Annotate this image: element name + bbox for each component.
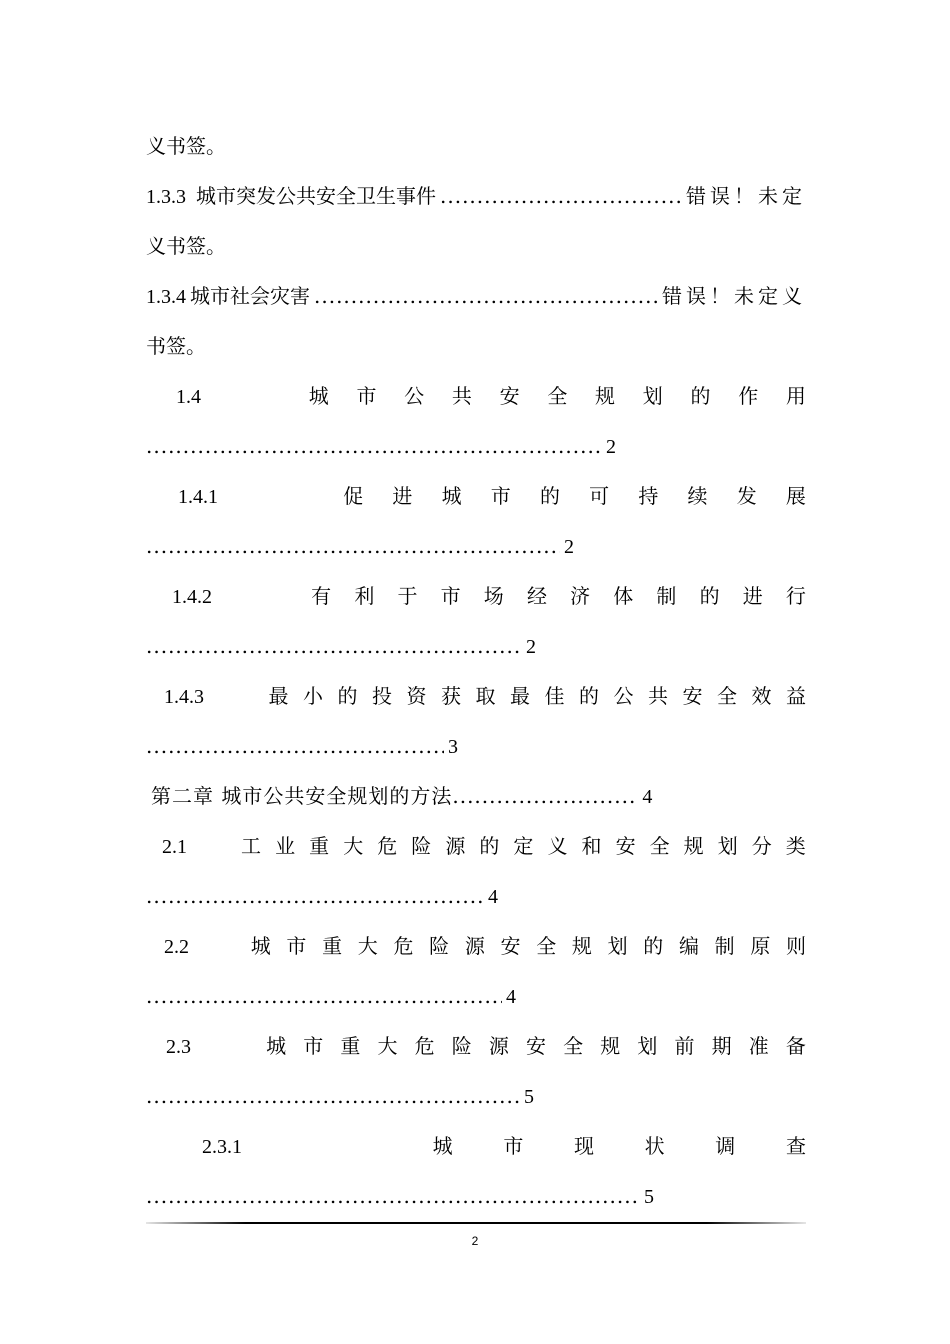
toc-entry-1-3-4[interactable] <box>146 281 806 311</box>
toc-title-char: 查 <box>785 1134 806 1158</box>
toc-leader-line[interactable] <box>146 1081 806 1111</box>
toc-title-char: 持 <box>638 484 659 508</box>
toc-title-char: 的 <box>643 934 664 958</box>
toc-page-number: 5 <box>644 1186 654 1208</box>
toc-entry-1-4-3[interactable] <box>146 681 806 711</box>
toc-title-char: 安 <box>526 1034 546 1058</box>
toc-number: 1.4 <box>176 386 201 408</box>
toc-title-char: 有 <box>311 584 332 608</box>
toc-title-char: 市 <box>356 384 377 408</box>
toc-entry-2-1[interactable] <box>146 831 806 861</box>
toc-entry-1-4[interactable] <box>146 381 806 411</box>
toc-title: 城市突发公共安全卫生事件 <box>196 184 436 208</box>
toc-number: 2.2 <box>164 936 189 958</box>
toc-number: 2.3.1 <box>202 1136 242 1158</box>
toc-title-char: 城 <box>266 1034 287 1058</box>
toc-leader <box>146 1181 640 1211</box>
toc-title-char: 重 <box>340 1034 361 1058</box>
toc-title-char: 续 <box>687 484 708 508</box>
toc-text: 义书签。 <box>146 234 226 258</box>
toc-title-char: 安 <box>682 684 703 708</box>
toc-title-char: 公 <box>613 684 634 708</box>
toc-leader <box>314 281 658 311</box>
toc-title-char: 资 <box>406 684 427 708</box>
toc-title-char: 类 <box>785 834 806 858</box>
toc-leader-line[interactable] <box>146 731 806 761</box>
toc-title-char: 行 <box>785 584 806 608</box>
toc-title-char: 则 <box>786 934 806 958</box>
toc-title-char: 调 <box>715 1134 736 1158</box>
toc-title-char: 业 <box>275 834 296 858</box>
toc-title-char: 划 <box>642 384 663 408</box>
toc-entry-1-4-1[interactable] <box>146 481 806 511</box>
toc-title-char: 编 <box>678 934 699 958</box>
toc-leader <box>146 431 602 461</box>
toc-title-char: 作 <box>738 384 759 408</box>
toc-leader <box>146 881 484 911</box>
toc-page-number: 2 <box>564 536 574 558</box>
toc-title-char: 状 <box>644 1134 665 1158</box>
toc-title-char: 大 <box>377 1034 398 1058</box>
toc-title-char: 市 <box>440 584 461 608</box>
toc-title-char: 险 <box>429 934 450 958</box>
toc-title-char: 规 <box>600 1034 621 1058</box>
toc-title-char: 期 <box>711 1034 732 1058</box>
toc-leader-line[interactable] <box>146 881 806 911</box>
toc-number: 1.3.4 <box>146 286 186 308</box>
toc-title-char: 城 <box>250 934 271 958</box>
toc-title-char: 工 <box>241 834 262 858</box>
toc-title-char: 益 <box>786 684 806 708</box>
toc-title-char: 安 <box>499 384 520 408</box>
toc-title-char: 效 <box>751 684 772 708</box>
toc-title-char: 备 <box>785 1034 806 1058</box>
toc-title-char: 于 <box>397 584 418 608</box>
toc-title-char: 划 <box>717 834 738 858</box>
toc-continuation <box>146 331 806 361</box>
footer-page-number: 2 <box>471 1234 479 1248</box>
toc-title-char: 安 <box>500 934 521 958</box>
toc-title-char: 现 <box>573 1134 594 1158</box>
toc-title-char: 促 <box>343 484 364 508</box>
toc-title-char: 和 <box>581 834 602 858</box>
footer-divider <box>146 1222 806 1224</box>
toc-title-char: 市 <box>503 1134 524 1158</box>
toc-error-text: 错误！未定义 <box>662 284 806 308</box>
toc-title-char: 获 <box>441 684 461 708</box>
toc-leader <box>146 731 444 761</box>
toc-title-char: 共 <box>648 684 668 708</box>
toc-entry-1-3-3[interactable] <box>146 181 806 211</box>
toc-page-number: 4 <box>642 786 653 808</box>
toc-title-char: 市 <box>303 1034 324 1058</box>
toc-title-char: 全 <box>536 934 557 958</box>
toc-title-char: 规 <box>595 384 616 408</box>
toc-entry-1-4-2[interactable] <box>146 581 806 611</box>
toc-title-char: 原 <box>750 934 771 958</box>
toc-leader-line[interactable] <box>146 981 806 1011</box>
toc-title-char: 定 <box>513 834 534 858</box>
toc-number: 2.1 <box>162 836 187 858</box>
toc-title-char: 准 <box>748 1034 769 1058</box>
toc-leader <box>452 781 638 811</box>
toc-title-char: 源 <box>488 1034 509 1058</box>
toc-title-char: 市 <box>286 934 307 958</box>
toc-title-char: 全 <box>717 684 737 708</box>
toc-title-char: 源 <box>445 834 466 858</box>
toc-title-char: 共 <box>451 384 472 408</box>
toc-chapter-title: 第二章 城市公共安全规划的方法 <box>151 784 453 808</box>
toc-page-number: 4 <box>506 986 516 1008</box>
toc-number: 1.4.2 <box>172 586 212 608</box>
toc-text: 书签。 <box>146 334 206 358</box>
toc-title-char: 的 <box>579 684 599 708</box>
toc-title-char: 义 <box>547 834 568 858</box>
toc-title-char: 城 <box>432 1134 453 1158</box>
toc-text: 义书签。 <box>146 134 226 158</box>
toc-title: 城市社会灾害 <box>190 284 310 308</box>
toc-title-char: 体 <box>613 584 634 608</box>
toc-title-char: 制 <box>656 584 677 608</box>
toc-leader <box>146 531 560 561</box>
toc-title-char: 危 <box>377 834 398 858</box>
toc-title-char: 城 <box>308 384 329 408</box>
toc-leader-line[interactable] <box>146 631 806 661</box>
toc-title-char: 进 <box>392 484 413 508</box>
toc-title-char: 利 <box>354 584 375 608</box>
toc-title-char: 安 <box>615 834 636 858</box>
toc-title-char: 全 <box>547 384 568 408</box>
toc-title-char: 源 <box>464 934 485 958</box>
toc-error-text: 错误！未定 <box>686 184 806 208</box>
toc-title-char: 场 <box>483 584 504 608</box>
toc-title-char: 的 <box>337 684 358 708</box>
toc-leader-line[interactable] <box>146 431 806 461</box>
toc-title-char: 重 <box>322 934 343 958</box>
toc-title-char: 的 <box>539 484 560 508</box>
toc-leader <box>146 1081 520 1111</box>
toc-title-char: 经 <box>526 584 547 608</box>
toc-title-char: 危 <box>393 934 414 958</box>
toc-number: 1.4.1 <box>178 486 218 508</box>
toc-title-char: 取 <box>475 684 496 708</box>
toc-leader <box>146 631 522 661</box>
toc-title-char: 大 <box>343 834 364 858</box>
toc-title-char: 市 <box>490 484 511 508</box>
toc-page-number: 3 <box>448 736 458 758</box>
toc-title-char: 投 <box>372 684 392 708</box>
toc-number: 2.3 <box>166 1036 191 1058</box>
toc-number: 1.3.3 <box>146 186 186 208</box>
toc-title-char: 小 <box>303 684 323 708</box>
toc-title-char: 规 <box>683 834 704 858</box>
toc-title-char: 划 <box>607 934 628 958</box>
toc-title-char: 佳 <box>544 684 565 708</box>
toc-title-char: 大 <box>357 934 378 958</box>
toc-title-char: 险 <box>451 1034 472 1058</box>
toc-leader-line[interactable] <box>146 531 806 561</box>
toc-chapter-2[interactable] <box>151 781 811 811</box>
toc-title-char: 划 <box>637 1034 658 1058</box>
toc-page-number: 2 <box>606 436 616 458</box>
toc-title-char: 公 <box>404 384 425 408</box>
toc-title-char: 的 <box>690 384 711 408</box>
toc-title-char: 全 <box>563 1034 584 1058</box>
toc-continuation <box>146 231 806 261</box>
toc-title-char: 制 <box>714 934 735 958</box>
toc-title-char: 进 <box>742 584 763 608</box>
toc-title-char: 可 <box>589 484 610 508</box>
toc-title-char: 最 <box>268 684 289 708</box>
toc-page-number: 4 <box>488 886 498 908</box>
toc-title-char: 城 <box>441 484 462 508</box>
toc-continuation <box>146 131 806 161</box>
toc-title-char: 的 <box>479 834 500 858</box>
toc-title-char: 济 <box>570 584 591 608</box>
toc-page-number: 5 <box>524 1086 534 1108</box>
toc-title-char: 前 <box>674 1034 695 1058</box>
toc-title-char: 危 <box>414 1034 435 1058</box>
toc-page-number: 2 <box>526 636 536 658</box>
toc-title-char: 重 <box>309 834 330 858</box>
toc-title-char: 全 <box>649 834 670 858</box>
toc-title-char: 用 <box>785 384 806 408</box>
toc-entry-2-3[interactable] <box>146 1031 806 1061</box>
toc-leader <box>146 981 502 1011</box>
toc-leader-line[interactable] <box>146 1181 806 1211</box>
toc-title-char: 险 <box>411 834 432 858</box>
toc-title-char: 分 <box>751 834 772 858</box>
toc-title-char: 最 <box>510 684 530 708</box>
toc-title-char: 发 <box>736 484 757 508</box>
toc-title-char: 的 <box>699 584 720 608</box>
toc-leader <box>440 181 682 211</box>
toc-title-char: 展 <box>785 484 806 508</box>
toc-number: 1.4.3 <box>164 686 204 708</box>
toc-entry-2-2[interactable] <box>146 931 806 961</box>
toc-entry-2-3-1[interactable] <box>146 1131 806 1161</box>
toc-title-char: 规 <box>571 934 592 958</box>
